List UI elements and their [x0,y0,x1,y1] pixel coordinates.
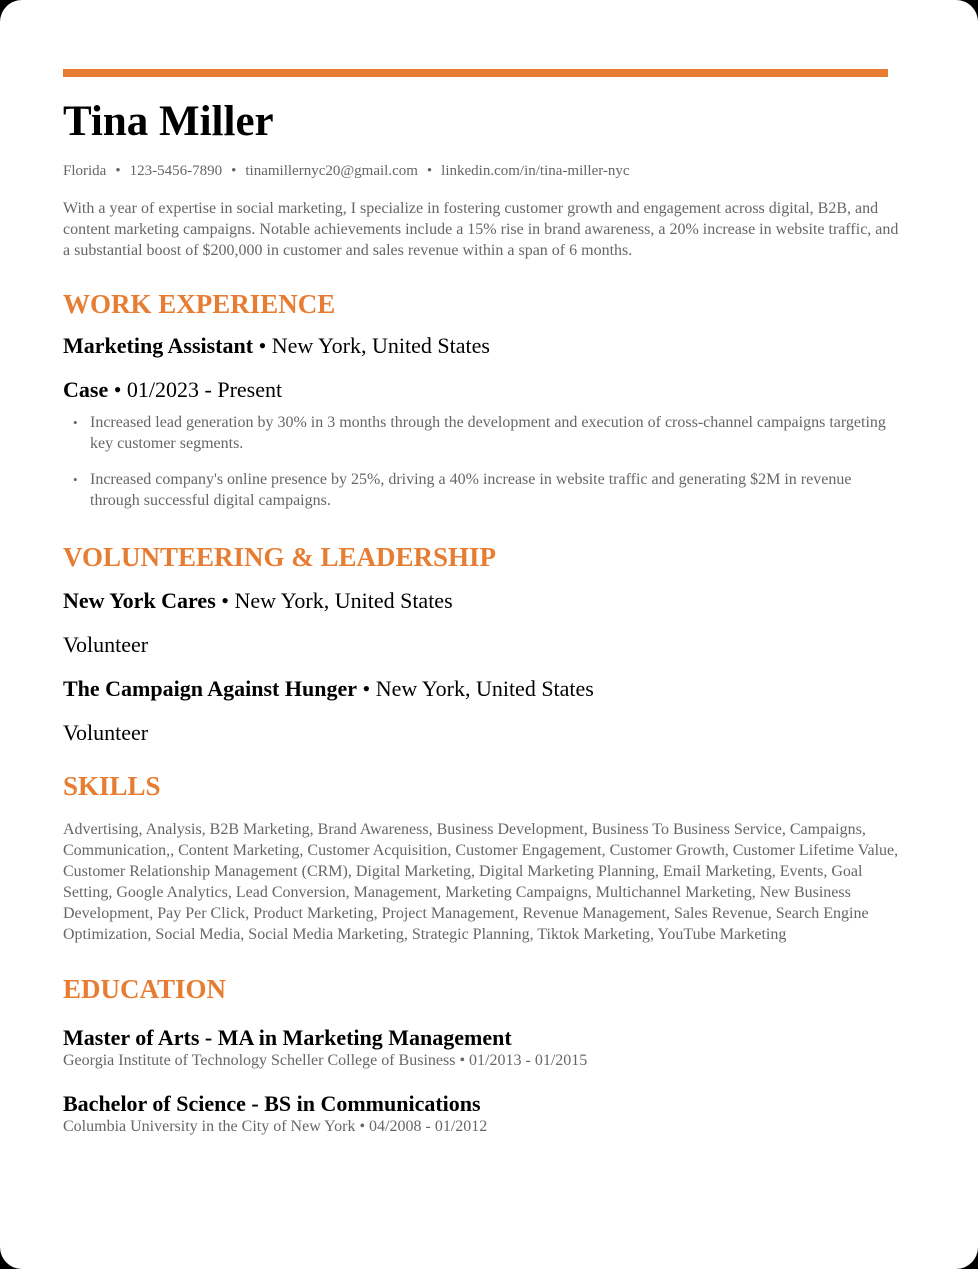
job-role: Marketing Assistant [63,333,254,358]
volunteering-section [63,541,888,747]
contact-phone: 123-5456-7890 [129,163,223,179]
volunteer-role: Volunteer [63,632,149,657]
contact-line [63,161,888,181]
work-experience-section [63,288,888,511]
skills-list: Advertising, Analysis, B2B Marketing, Brand Awareness, Business Development, Business To Business Service, Campaigns, Communication,, Content Marketing, Customer Acquisition, Customer Engagement, Customer Growth, Customer Lifetime Value, Customer Relationship Management (CRM), Digital Marketing, Digital Marketing Planning, Email Marketing, Events, Goal Setting, Google Analytics, Lead Conversion, Management, Marketing Campaigns, Multichannel Marketing, New Business Development, Pay Per Click, Product Marketing, Project Management, Revenue Management, Sales Revenue, Search Engine Optimization, Social Media, Social Media Marketing, Strategic Planning, Tiktok Marketing, YouTube Marketing [63,821,899,943]
section-title-volunteering: VOLUNTEERING & LEADERSHIP [63,542,497,572]
school-info: Georgia Institute of Technology Scheller College of Business • 01/2013 - 01/2015 [63,1052,588,1069]
degree-title: Bachelor of Science - BS in Communications [63,1091,481,1116]
professional-summary: With a year of expertise in social marketing, I specialize in fostering customer growth and engagement across digital, B2B, and content marketing campaigns. Notable achievements include a 15% rise in brand awareness, a 20% increase in website traffic, and a substantial boost of $200,000 in customer and sales revenue within a span of 6 months. [63,200,899,259]
section-title-skills: SKILLS [63,771,161,801]
job-location: • New York, United States [253,333,490,358]
section-title-education: EDUCATION [63,974,227,1004]
separator-dot: • [426,163,433,179]
volunteer-location: • New York, United States [215,588,453,613]
section-title-work-experience: WORK EXPERIENCE [63,289,336,319]
volunteer-org-line [63,675,888,703]
separator-dot: • [231,163,237,179]
separator-dot: • [115,163,121,179]
achievement-item: • Increased lead generation by 30% in 3 months through the development and execution of cross-channel campaigns targeting key customer segments. [90,412,905,454]
skills-section [63,770,899,945]
job-company-line [63,376,888,404]
volunteer-org-line [63,587,888,615]
contact-location: Florida [63,163,107,179]
contact-linkedin[interactable]: linkedin.com/in/tina-miller-nyc [441,163,630,179]
volunteer-org: The Campaign Against Hunger [63,676,357,701]
volunteer-org: New York Cares [63,588,216,613]
candidate-name: Tina Miller [63,98,274,145]
achievement-item: • Increased company's online presence by 25%, driving a 40% increase in website traffic and generating $2M in revenue through successful digital campaigns. [90,469,905,511]
contact-email[interactable]: tinamillernyc20@gmail.com [245,163,418,179]
job-company: Case [63,377,109,402]
education-section [63,973,888,1137]
job-title-line [63,332,888,360]
job-achievements-list [63,412,888,511]
degree-title: Master of Arts - MA in Marketing Management [63,1025,512,1050]
volunteer-location: • New York, United States [357,676,594,701]
accent-rule [63,69,888,77]
volunteer-role: Volunteer [63,720,149,745]
job-dates: • 01/2023 - Present [108,377,283,402]
school-info: Columbia University in the City of New York • 04/2008 - 01/2012 [63,1118,488,1135]
